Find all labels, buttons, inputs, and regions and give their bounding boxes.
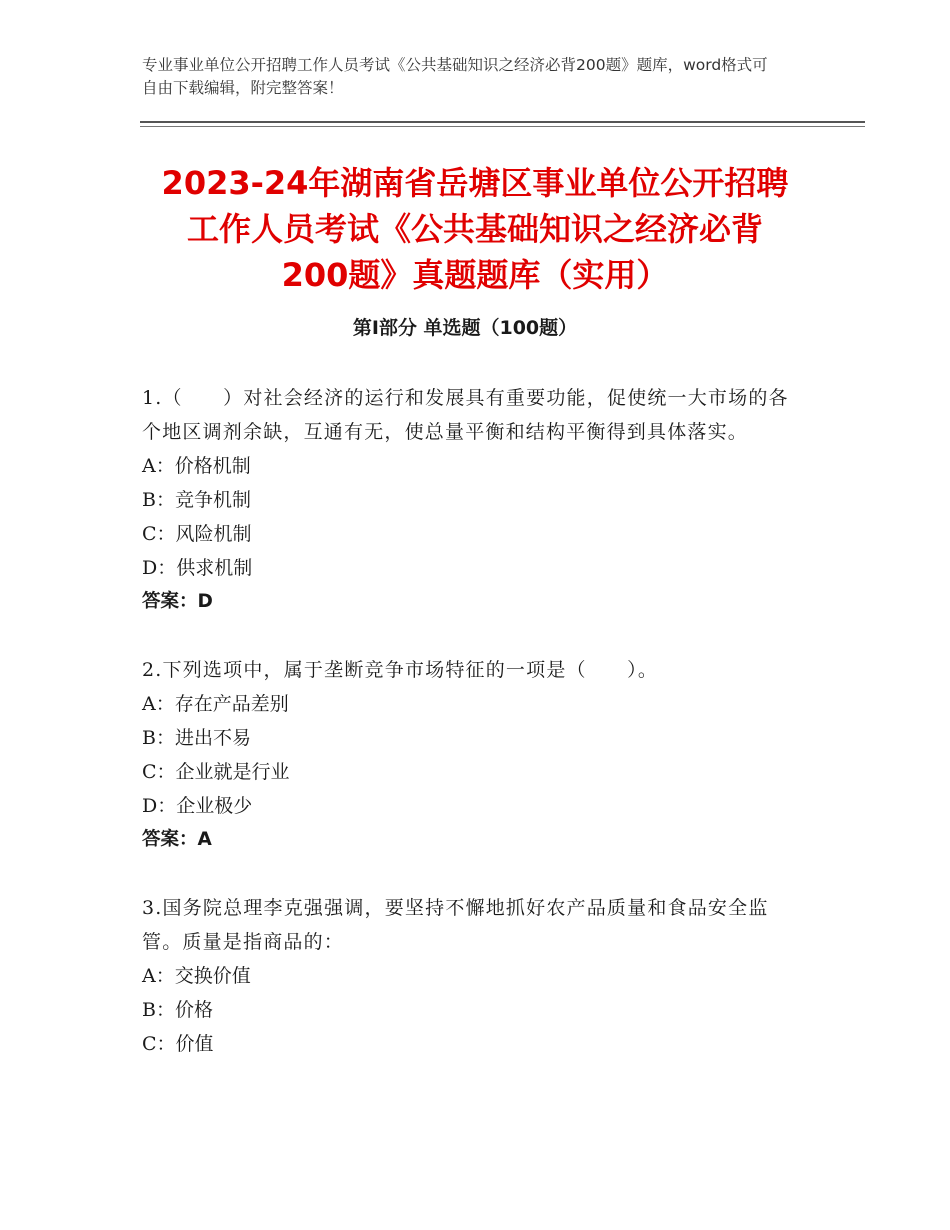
section-title: 第Ⅰ部分 单选题（100题）	[352, 317, 578, 339]
option-c: C：风险机制	[142, 523, 252, 545]
option-a: A：价格机制	[142, 455, 251, 477]
question-stem: 2.下列选项中，属于垄断竞争市场特征的一项是（ ）。	[142, 659, 659, 681]
header-note: 专业事业单位公开招聘工作人员考试《公共基础知识之经济必背200题》题库，word格式可自由下载编辑，附完整答案！	[142, 56, 768, 97]
option-c: C：企业就是行业	[142, 761, 290, 783]
answer: 答案：A	[142, 829, 212, 850]
option-b: B：进出不易	[142, 727, 251, 749]
question-stem: 1.（ ）对社会经济的运行和发展具有重要功能，促使统一大市场的各个地区调剂余缺，互通有无，使总量平衡和结构平衡得到具体落实。	[142, 387, 789, 443]
option-a: A：交换价值	[142, 965, 251, 987]
answer: 答案：D	[142, 591, 213, 612]
option-b: B：竞争机制	[142, 489, 251, 511]
option-a: A：存在产品差别	[142, 693, 289, 715]
question-stem: 3.国务院总理李克强强调，要坚持不懈地抓好农产品质量和食品安全监管。质量是指商品的：	[142, 897, 769, 953]
option-b: B：价格	[142, 999, 213, 1021]
title-line-2: 工作人员考试《公共基础知识之经济必背	[186, 210, 763, 248]
option-d: D：企业极少	[142, 795, 253, 817]
question-list	[142, 381, 798, 1095]
header-rule-thick	[140, 121, 865, 123]
option-d: D：供求机制	[142, 557, 253, 579]
header-rule-thin	[140, 126, 865, 127]
option-c: C：价值	[142, 1033, 214, 1055]
question-1	[142, 381, 798, 619]
question-2	[142, 653, 798, 857]
title-line-1: 2023-24年湖南省岳塘区事业单位公开招聘	[161, 164, 789, 202]
question-3	[142, 891, 798, 1061]
title-line-3: 200题》真题题库（实用）	[281, 256, 669, 294]
document-title	[130, 160, 820, 298]
